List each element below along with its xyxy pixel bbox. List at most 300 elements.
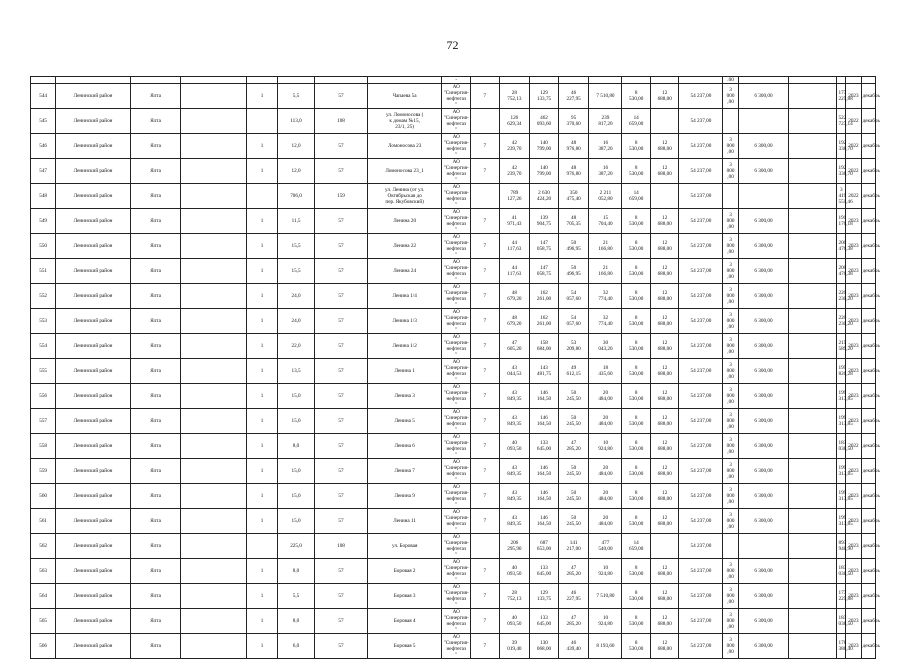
cell-cost-c: 50 245,50 [558,484,589,509]
cell-address: ул. Боровая [367,534,442,559]
cell-cost-a: 43 849,35 [499,459,530,484]
cell-city: Ялта [130,334,180,359]
cell-cost-g: 54 237,00 [679,584,723,609]
cell-year: 2023 [846,309,861,334]
cell-cost-a: 206 295,90 [499,534,530,559]
cell-address: Ленина 20 [367,209,442,234]
cell-count: 1 [247,159,278,184]
cell-cost-e: 8 530,00 [622,459,651,484]
cell-empty [181,409,247,434]
cell-coefficient: 7 [470,459,499,484]
cell-cost-a: 43 849,35 [499,484,530,509]
cell-cost-e: 8 530,00 [622,634,651,659]
cell-cost-c: 95 370,60 [558,109,589,134]
cell-empty [789,309,837,334]
cell-cost-g: 54 237,00 [679,259,723,284]
cell-cost-e: 14 659,00 [622,184,651,209]
cell-cost-h: 3 000 ,00 [723,259,738,284]
cell-total: 183 038,50 [837,434,846,459]
cell-diameter: 57 [315,159,368,184]
cell-cost-f: 12 688,00 [650,434,679,459]
cell-organization: АО "Синергия-нефтегаз " [443,634,469,658]
cell-total: 522 727,14 [837,109,846,134]
cell-diameter: 57 [315,559,368,584]
table-row [31,359,876,384]
cell-cost-d: 16 387,20 [589,134,622,159]
cell-cost-b: 129 133,75 [530,84,559,109]
cell-address: Ленина 1 [367,359,442,384]
cell-organization: АО "Синергия-нефтегаз " [443,84,469,108]
cell-cost-c: 48 976,80 [558,134,589,159]
cell-year: 2023 [846,409,861,434]
cell-coefficient: 7 [470,209,499,234]
cell-cost-b: 162 261,00 [530,309,559,334]
cell-total: 200 476,38 [837,259,846,284]
cell-cost-g: 54 237,00 [679,359,723,384]
cell-coefficient: 7 [470,609,499,634]
cell-count: 1 [247,584,278,609]
cell-empty [846,77,861,84]
cell-row-number: 562 [31,534,56,559]
cell-cost-i: 6 300,00 [738,159,788,184]
cell-row-number: 545 [31,109,56,134]
cell-length: 15,0 [277,409,314,434]
cell-cost-d: 10 924,80 [589,559,622,584]
cell-month: декабрь [861,434,875,459]
cell-empty [789,184,837,209]
cell-cost-i: 6 300,00 [738,584,788,609]
cell-cost-e: 8 530,00 [622,159,651,184]
cell-length: 15,0 [277,509,314,534]
cell-total: 177 225,88 [837,584,846,609]
cell-row-number: 546 [31,134,56,159]
cell-city: Ялта [130,559,180,584]
cell-empty [181,634,247,659]
cell-row-number: 560 [31,484,56,509]
cell-cost-d: 8 193,60 [589,634,622,659]
cell-city: Ялта [130,284,180,309]
cell-organization: АО "Синергия-нефтегаз " [443,534,469,558]
cell-empty [181,559,247,584]
cell-cost-b: 129 133,75 [530,584,559,609]
table-row [31,459,876,484]
cell-cost-d: 30 043,20 [589,334,622,359]
cell-length: 24,0 [277,309,314,334]
cell-district: Ленинский район [56,184,131,209]
cell-cost-d: 21 166,80 [589,259,622,284]
cell-city: Ялта [130,584,180,609]
cell-cost-h: 3 000 ,00 [723,609,738,634]
cell-empty [861,77,875,84]
cell-year: 2023 [846,534,861,559]
cell-address: Боровая 2 [367,559,442,584]
cell-address: Ленина 1/2 [367,334,442,359]
cell-row-number: 550 [31,234,56,259]
cell-empty [789,77,837,84]
cell-address: Ленина 5 [367,409,442,434]
cell-organization: АО "Синергия-нефтегаз " [443,384,469,408]
cell-cost-f: 12 688,00 [650,634,679,659]
cell-month: декабрь [861,609,875,634]
cell-length: 8,0 [277,434,314,459]
cell-cost-d: 18 435,60 [589,359,622,384]
cell-empty [789,409,837,434]
cell-cost-h: 3 000 ,00 [723,634,738,659]
cell-row-number: 558 [31,434,56,459]
table-body [31,77,880,659]
table-row-continued [31,77,876,84]
cell-cost-a: 44 117,63 [499,259,530,284]
cell-diameter: 108 [315,109,368,134]
cell-count: 1 [247,409,278,434]
cell-cost-h: 3 000 ,00 [723,134,738,159]
cell-month: декабрь [861,359,875,384]
cell-cost-i: 6 300,00 [738,209,788,234]
cell-coefficient: 7 [470,309,499,334]
cell-total: 215 589,20 [837,334,846,359]
cell-year: 2022 [846,159,861,184]
cell-count: 1 [247,609,278,634]
cell-cost-i [738,534,788,559]
cell-empty [181,109,247,134]
cell-year: 2023 [846,234,861,259]
cell-cost-d: 10 924,80 [589,434,622,459]
cell-cost-i: 6 300,00 [738,334,788,359]
cell-empty [789,509,837,534]
cell-month: декабрь [861,184,875,209]
cell-empty [789,284,837,309]
cell-cost-g: 54 237,00 [679,459,723,484]
data-table [30,76,880,659]
cell-empty [181,84,247,109]
cell-coefficient: 7 [470,259,499,284]
cell-address: Ленина 24 [367,259,442,284]
cell-city: Ялта [130,609,180,634]
cell-city: Ялта [130,134,180,159]
cell-cost-g: 54 237,00 [679,409,723,434]
table-row [31,509,876,534]
cell-city: Ялта [130,309,180,334]
cell-cost-g: 54 237,00 [679,559,723,584]
cell-cost-a: 42 239,70 [499,134,530,159]
cell-cost-d: 477 540,00 [589,534,622,559]
cell-continued-value: .00 [723,77,738,84]
table-row [31,609,876,634]
cell-cost-f: 12 688,00 [650,259,679,284]
cell-cost-b: 146 164,50 [530,384,559,409]
cell-month: декабрь [861,634,875,659]
cell-coefficient: 7 [470,134,499,159]
cell-cost-h: 3 000 ,00 [723,509,738,534]
cell-count: 1 [247,634,278,659]
cell-year: 2022 [846,109,861,134]
cell-cost-i: 6 300,00 [738,409,788,434]
cell-cost-e: 8 530,00 [622,609,651,634]
cell-year: 2023 [846,509,861,534]
cell-cost-d: 16 387,20 [589,159,622,184]
cell-count: 1 [247,384,278,409]
cell-total: 192 338,70 [837,159,846,184]
cell-row-number: 561 [31,509,56,534]
cell-cost-f [650,109,679,134]
cell-cost-a: 43 849,35 [499,509,530,534]
cell-cost-b: 146 164,50 [530,484,559,509]
cell-empty [181,434,247,459]
table-row [31,384,876,409]
cell-cost-f: 12 688,00 [650,509,679,534]
cell-cost-h: 3 000 ,00 [723,84,738,109]
cell-row-number: 557 [31,409,56,434]
cell-count: 1 [247,284,278,309]
cell-cost-c: 141 217,00 [558,534,589,559]
cell-cost-e: 8 530,00 [622,334,651,359]
cell-district: Ленинский район [56,209,131,234]
cell-cost-b: 146 164,50 [530,409,559,434]
cell-organization: АО "Синергия-нефтегаз " [443,434,469,458]
cell-diameter: 57 [315,434,368,459]
cell-cost-a: 42 239,70 [499,159,530,184]
cell-empty [181,284,247,309]
cell-coefficient: 7 [470,559,499,584]
cell-cost-h: 3 000 ,00 [723,434,738,459]
cell-district: Ленинский район [56,384,131,409]
cell-address: Ленина 22 [367,234,442,259]
cell-empty [315,77,368,84]
cell-cost-a: 43 044,53 [499,359,530,384]
cell-year: 2023 [846,459,861,484]
cell-cost-d: 2 211 052,80 [589,184,622,209]
cell-cost-d: 20 484,00 [589,384,622,409]
cell-district: Ленинский район [56,559,131,584]
cell-empty [499,77,530,84]
cell-cost-h: 3 000 ,00 [723,559,738,584]
cell-empty [679,77,723,84]
cell-length: 22,0 [277,334,314,359]
cell-cost-e: 8 530,00 [622,384,651,409]
cell-cost-c: 50 245,50 [558,409,589,434]
cell-cost-e: 8 530,00 [622,359,651,384]
cell-year: 2022 [846,134,861,159]
cell-address: Боровая 4 [367,609,442,634]
cell-organization: АО "Синергия-нефтегаз " [443,459,469,483]
cell-month: декабрь [861,159,875,184]
cell-empty [789,459,837,484]
cell-diameter: 57 [315,609,368,634]
cell-cost-c: 49 612,15 [558,359,589,384]
cell-empty [181,259,247,284]
cell-length: 15,0 [277,484,314,509]
cell-empty [181,359,247,384]
cell-organization: АО "Синергия-нефтегаз " [443,209,469,233]
cell-row-number: 553 [31,309,56,334]
cell-cost-d: 20 484,00 [589,459,622,484]
cell-total: 199 313,85 [837,409,846,434]
cell-cost-c: 48 976,80 [558,159,589,184]
cell-diameter: 108 [315,534,368,559]
cell-cost-a: 28 752,13 [499,84,530,109]
cell-empty [181,309,247,334]
cell-length: 5,5 [277,584,314,609]
cell-diameter: 57 [315,209,368,234]
cell-organization: АО "Синергия-нефтегаз " [443,284,469,308]
cell-cost-g: 54 237,00 [679,384,723,409]
cell-empty [789,434,837,459]
cell-month: декабрь [861,334,875,359]
cell-cost-h: 3 000 ,00 [723,359,738,384]
cell-year: 2023 [846,609,861,634]
cell-organization: АО "Синергия-нефтегаз " [443,184,469,208]
cell-cost-f: 12 688,00 [650,609,679,634]
cell-cost-c: 350 475,40 [558,184,589,209]
cell-cost-f: 12 688,00 [650,284,679,309]
cell-empty [181,584,247,609]
cell-cost-c: 47 285,20 [558,434,589,459]
cell-length: 15,5 [277,259,314,284]
cell-year: 2023 [846,634,861,659]
cell-cost-f: 12 688,00 [650,334,679,359]
cell-city: Ялта [130,459,180,484]
table-row [31,334,876,359]
cell-total: 192 338,70 [837,134,846,159]
cell-cost-d: 20 484,00 [589,509,622,534]
cell-month: декабрь [861,584,875,609]
cell-cost-b: 140 799,00 [530,159,559,184]
cell-empty [181,209,247,234]
cell-address: Ленина 6 [367,434,442,459]
cell-city: Ялта [130,234,180,259]
cell-cost-d: 10 924,80 [589,609,622,634]
cell-address: Боровая 3 [367,584,442,609]
cell-empty [789,609,837,634]
cell-cost-e: 8 530,00 [622,259,651,284]
cell-city: Ялта [130,634,180,659]
cell-total: 177 225,88 [837,84,846,109]
cell-empty [181,77,247,84]
cell-address: ул. Ленина (от ул. Октябрьская до пер. Якубовский) [367,184,442,209]
cell-diameter: 57 [315,309,368,334]
cell-empty [181,509,247,534]
cell-organization: АО "Синергия-нефтегаз " [443,584,469,608]
cell-cost-c: 54 057,60 [558,309,589,334]
table-row [31,434,876,459]
cell-coefficient: 7 [470,484,499,509]
cell-empty [789,209,837,234]
cell-cost-h: 3 000 ,00 [723,459,738,484]
cell-coefficient: 7 [470,409,499,434]
cell-empty [789,384,837,409]
cell-district: Ленинский район [56,609,131,634]
cell-year: 2023 [846,259,861,284]
cell-organization: АО "Синергия-нефтегаз " [443,259,469,283]
cell-city: Ялта [130,534,180,559]
cell-address: Ленина 1/3 [367,309,442,334]
cell-cost-f: 12 688,00 [650,209,679,234]
cell-cost-e: 14 659,00 [622,109,651,134]
cell-empty [470,77,499,84]
cell-empty [530,77,559,84]
table-row [31,534,876,559]
cell-length: 8,0 [277,559,314,584]
cell-cost-f: 12 688,00 [650,459,679,484]
page-number: 72 [446,38,459,52]
cell-cost-e: 8 530,00 [622,284,651,309]
cell-row-number: 547 [31,159,56,184]
cell-cost-b: 462 093,60 [530,109,559,134]
table-row [31,259,876,284]
cell-cost-e: 8 530,00 [622,409,651,434]
cell-cost-i: 6 300,00 [738,359,788,384]
cell-empty [789,159,837,184]
cell-cost-b: 146 164,50 [530,459,559,484]
cell-cost-c: 50 245,50 [558,509,589,534]
cell-address: Ленина 1/4 [367,284,442,309]
cell-cost-c: 54 057,60 [558,284,589,309]
table-row [31,159,876,184]
cell-empty [589,77,622,84]
cell-cost-f: 12 688,00 [650,384,679,409]
cell-cost-d: 15 704,40 [589,209,622,234]
cell-total: 893 948,90 [837,534,846,559]
cell-organization: АО "Синергия-нефтегаз " [443,159,469,183]
cell-address: ул. Ломоносова ( к домам №15, 23/1, 25) [367,109,442,134]
cell-cost-h: 3 000 ,00 [723,484,738,509]
cell-organization: АО "Синергия-нефтегаз " [443,359,469,383]
cell-cost-c: 50 245,50 [558,384,589,409]
cell-city: Ялта [130,209,180,234]
cell-cost-a: 48 679,20 [499,309,530,334]
cell-city: Ялта [130,359,180,384]
cell-cost-f: 12 688,00 [650,559,679,584]
cell-length: 15,0 [277,459,314,484]
cell-cost-b: 147 058,75 [530,259,559,284]
cell-coefficient: 7 [470,509,499,534]
cell-cost-b: 130 068,00 [530,634,559,659]
cell-total: 178 388,40 [837,634,846,659]
cell-row-number: 559 [31,459,56,484]
cell-cost-b: 133 645,00 [530,434,559,459]
cell-empty [789,584,837,609]
cell-cost-b: 140 799,00 [530,134,559,159]
cell-cost-b: 146 164,50 [530,509,559,534]
cell-row-number: 564 [31,584,56,609]
cell-cost-b: 139 904,75 [530,209,559,234]
cell-row-number: 548 [31,184,56,209]
cell-district: Ленинский район [56,434,131,459]
cell-cost-g: 54 237,00 [679,534,723,559]
cell-district: Ленинский район [56,84,131,109]
cell-cost-h: 3 000 ,00 [723,334,738,359]
cell-cost-c: 46 439,40 [558,634,589,659]
cell-cost-i: 6 300,00 [738,384,788,409]
cell-month: декабрь [861,409,875,434]
cell-coefficient [470,534,499,559]
cell-cost-e: 14 659,00 [622,534,651,559]
cell-cost-a: 40 093,50 [499,434,530,459]
cell-total: 199 313,85 [837,509,846,534]
cell-address: Ленина 9 [367,484,442,509]
cell-cost-e: 8 530,00 [622,584,651,609]
cell-cost-g: 54 237,00 [679,109,723,134]
cell-empty [789,534,837,559]
cell-empty [789,134,837,159]
cell-length: 15,5 [277,234,314,259]
cell-empty [622,77,651,84]
table-row [31,309,876,334]
cell-diameter: 57 [315,484,368,509]
cell-district: Ленинский район [56,334,131,359]
cell-district: Ленинский район [56,109,131,134]
cell-diameter: 57 [315,384,368,409]
